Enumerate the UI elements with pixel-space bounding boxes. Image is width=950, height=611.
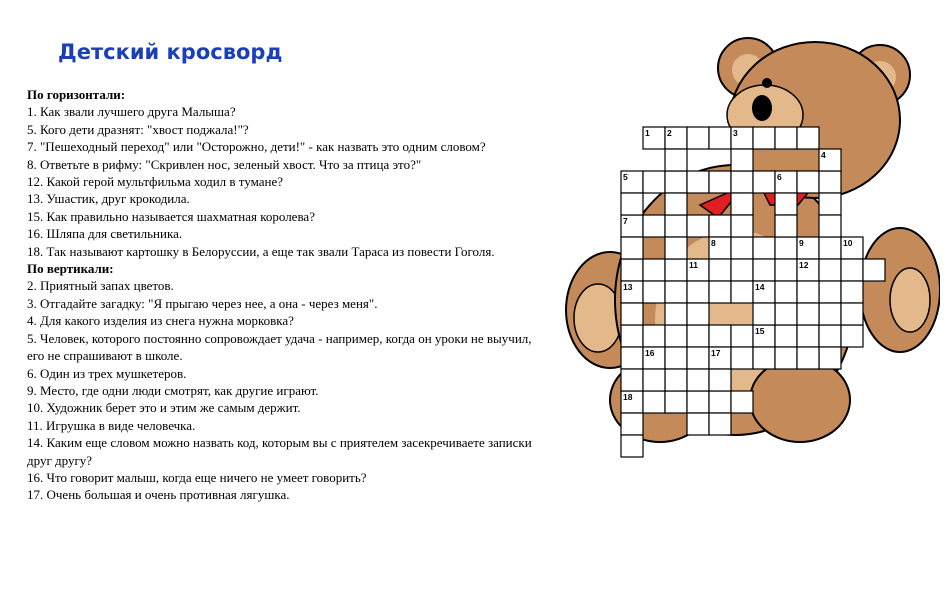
crossword-cell	[643, 391, 665, 413]
crossword-cell	[621, 435, 643, 457]
clue-across-13: 13. Ушастик, друг крокодила.	[27, 191, 190, 207]
crossword-cell	[797, 325, 819, 347]
crossword-cell	[665, 259, 687, 281]
crossword-number-9: 9	[799, 238, 804, 248]
crossword-cell	[665, 391, 687, 413]
crossword-cell	[841, 281, 863, 303]
bear-eye	[762, 78, 772, 88]
crossword-cell	[709, 391, 731, 413]
crossword-number-15: 15	[755, 326, 765, 336]
crossword-number-13: 13	[623, 282, 633, 292]
crossword-number-7: 7	[623, 216, 628, 226]
crossword-number-16: 16	[645, 348, 655, 358]
across-heading: По горизонтали:	[27, 87, 126, 102]
crossword-cell	[665, 149, 687, 171]
crossword-number-11: 11	[689, 260, 698, 270]
crossword-cell	[731, 215, 753, 237]
crossword-number-5: 5	[623, 172, 628, 182]
clue-across-8: 8. Ответьте в рифму: "Скривлен нос, зеленый хвост. Что за птица это?"	[27, 156, 422, 172]
crossword-cell	[665, 193, 687, 215]
crossword-cell	[775, 127, 797, 149]
crossword-cell	[665, 171, 687, 193]
crossword-cell	[709, 369, 731, 391]
crossword-cell	[775, 237, 797, 259]
crossword-cell	[797, 127, 819, 149]
crossword-number-18: 18	[623, 392, 633, 402]
crossword-cell	[687, 127, 709, 149]
crossword-cell	[687, 215, 709, 237]
crossword-cell	[819, 171, 841, 193]
crossword-cell	[687, 391, 709, 413]
clue-down-4: 4. Для какого изделия из снега нужна морковка?	[27, 313, 294, 329]
crossword-cell	[665, 325, 687, 347]
crossword-cell	[797, 347, 819, 369]
crossword-cell	[621, 325, 643, 347]
crossword-cell	[621, 193, 643, 215]
crossword-cell	[687, 413, 709, 435]
clue-across-15: 15. Как правильно называется шахматная королева?	[27, 208, 315, 224]
crossword-cell	[687, 171, 709, 193]
crossword-cell	[709, 281, 731, 303]
crossword-cell	[665, 237, 687, 259]
crossword-cell	[731, 347, 753, 369]
crossword-cell	[841, 325, 863, 347]
clue-across-5: 5. Кого дети дразнят: "хвост поджала!"?	[27, 121, 249, 137]
crossword-cell	[753, 347, 775, 369]
crossword-cell	[687, 303, 709, 325]
crossword-cell	[819, 303, 841, 325]
crossword-cell	[775, 303, 797, 325]
crossword-cell	[643, 369, 665, 391]
crossword-cell	[621, 347, 643, 369]
bear-right-leg	[750, 358, 850, 442]
clue-down-11: 11. Игрушка в виде человечка.	[27, 417, 196, 433]
clue-down-9: 9. Место, где одни люди смотрят, как другие играют.	[27, 382, 319, 398]
clue-down-14: 14. Каким еще словом можно назвать код, которым вы с приятелем засекречиваете записки друг другу?	[27, 435, 532, 468]
crossword-cell	[709, 127, 731, 149]
crossword-cell	[709, 325, 731, 347]
crossword-cell	[819, 215, 841, 237]
crossword-number-1: 1	[645, 128, 650, 138]
crossword-cell	[797, 303, 819, 325]
crossword-number-8: 8	[711, 238, 716, 248]
crossword-cell	[775, 259, 797, 281]
crossword-cell	[819, 347, 841, 369]
down-heading: По вертикали:	[27, 261, 114, 277]
clue-down-17: 17. Очень большая и очень противная лягушка.	[27, 487, 290, 503]
crossword-cell	[753, 237, 775, 259]
crossword-cell	[731, 325, 753, 347]
crossword-cell	[775, 281, 797, 303]
crossword-number-3: 3	[733, 128, 738, 138]
crossword-cell	[665, 347, 687, 369]
bear-nose	[752, 95, 772, 121]
clue-list	[27, 86, 537, 504]
crossword-cell	[687, 325, 709, 347]
crossword-cell	[709, 413, 731, 435]
crossword-cell	[731, 237, 753, 259]
crossword-cell	[643, 171, 665, 193]
crossword-cell	[775, 325, 797, 347]
bear-right-paw	[890, 268, 930, 332]
teddy-bear-crossword	[560, 30, 940, 600]
crossword-cell	[731, 193, 753, 215]
clue-down-16: 16. Что говорит малыш, когда еще ничего не умеет говорить?	[27, 469, 367, 485]
crossword-cell	[731, 281, 753, 303]
crossword-cell	[753, 171, 775, 193]
crossword-cell	[819, 281, 841, 303]
crossword-cell	[731, 259, 753, 281]
crossword-cell	[665, 303, 687, 325]
crossword-number-14: 14	[755, 282, 765, 292]
crossword-cell	[643, 281, 665, 303]
crossword-cell	[819, 237, 841, 259]
crossword-cell	[621, 303, 643, 325]
clue-across-1: 1. Как звали лучшего друга Малыша?	[27, 104, 236, 120]
clue-down-3: 3. Отгадайте загадку: "Я прыгаю через нее, а она - через меня".	[27, 295, 378, 311]
crossword-number-4: 4	[821, 150, 826, 160]
crossword-cell	[687, 281, 709, 303]
clue-down-6: 6. Один из трех мушкетеров.	[27, 365, 187, 381]
crossword-cell	[753, 127, 775, 149]
crossword-number-10: 10	[843, 238, 853, 248]
crossword-number-2: 2	[667, 128, 672, 138]
crossword-cell	[753, 303, 775, 325]
crossword-number-17: 17	[711, 348, 721, 358]
crossword-cell	[819, 193, 841, 215]
crossword-cell	[621, 259, 643, 281]
crossword-cell	[775, 347, 797, 369]
crossword-cell	[841, 303, 863, 325]
crossword-number-12: 12	[799, 260, 809, 270]
clue-across-12: 12. Какой герой мультфильма ходил в тумане?	[27, 174, 284, 190]
crossword-cell	[797, 171, 819, 193]
crossword-cell	[731, 149, 753, 171]
crossword-cell	[621, 237, 643, 259]
crossword-cell	[665, 215, 687, 237]
crossword-cell	[709, 259, 731, 281]
crossword-cell	[841, 259, 863, 281]
crossword-cell	[621, 369, 643, 391]
page-title: Детский кросворд	[58, 40, 283, 64]
crossword-number-6: 6	[777, 172, 782, 182]
crossword-cell	[687, 347, 709, 369]
clue-across-18: 18. Так называют картошку в Белоруссии, а еще так звали Тараса из повести Гоголя.	[27, 243, 495, 259]
crossword-cell	[753, 259, 775, 281]
clue-down-10: 10. Художник берет это и этим же самым держит.	[27, 400, 301, 416]
crossword-cell	[775, 215, 797, 237]
crossword-cell	[797, 281, 819, 303]
crossword-cell	[731, 391, 753, 413]
crossword-cell	[665, 369, 687, 391]
crossword-cell	[709, 215, 731, 237]
crossword-cell	[775, 193, 797, 215]
crossword-cell	[643, 259, 665, 281]
crossword-cell	[819, 259, 841, 281]
crossword-cell	[863, 259, 885, 281]
clue-across-16: 16. Шляпа для светильника.	[27, 226, 183, 242]
crossword-cell	[665, 281, 687, 303]
crossword-cell	[643, 215, 665, 237]
crossword-cell	[621, 413, 643, 435]
crossword-cell	[687, 369, 709, 391]
clue-down-5: 5. Человек, которого постоянно сопровождает удача - например, когда он уроки не выучил, его не спрашивают в школе.	[27, 330, 532, 364]
crossword-cell	[709, 171, 731, 193]
clue-across-7: 7. "Пешеходный переход" или "Осторожно, дети!" - как назвать это одним словом?	[27, 139, 486, 155]
crossword-cell	[643, 325, 665, 347]
crossword-cell	[819, 325, 841, 347]
crossword-cell	[731, 171, 753, 193]
clue-down-2: 2. Приятный запах цветов.	[27, 278, 174, 294]
